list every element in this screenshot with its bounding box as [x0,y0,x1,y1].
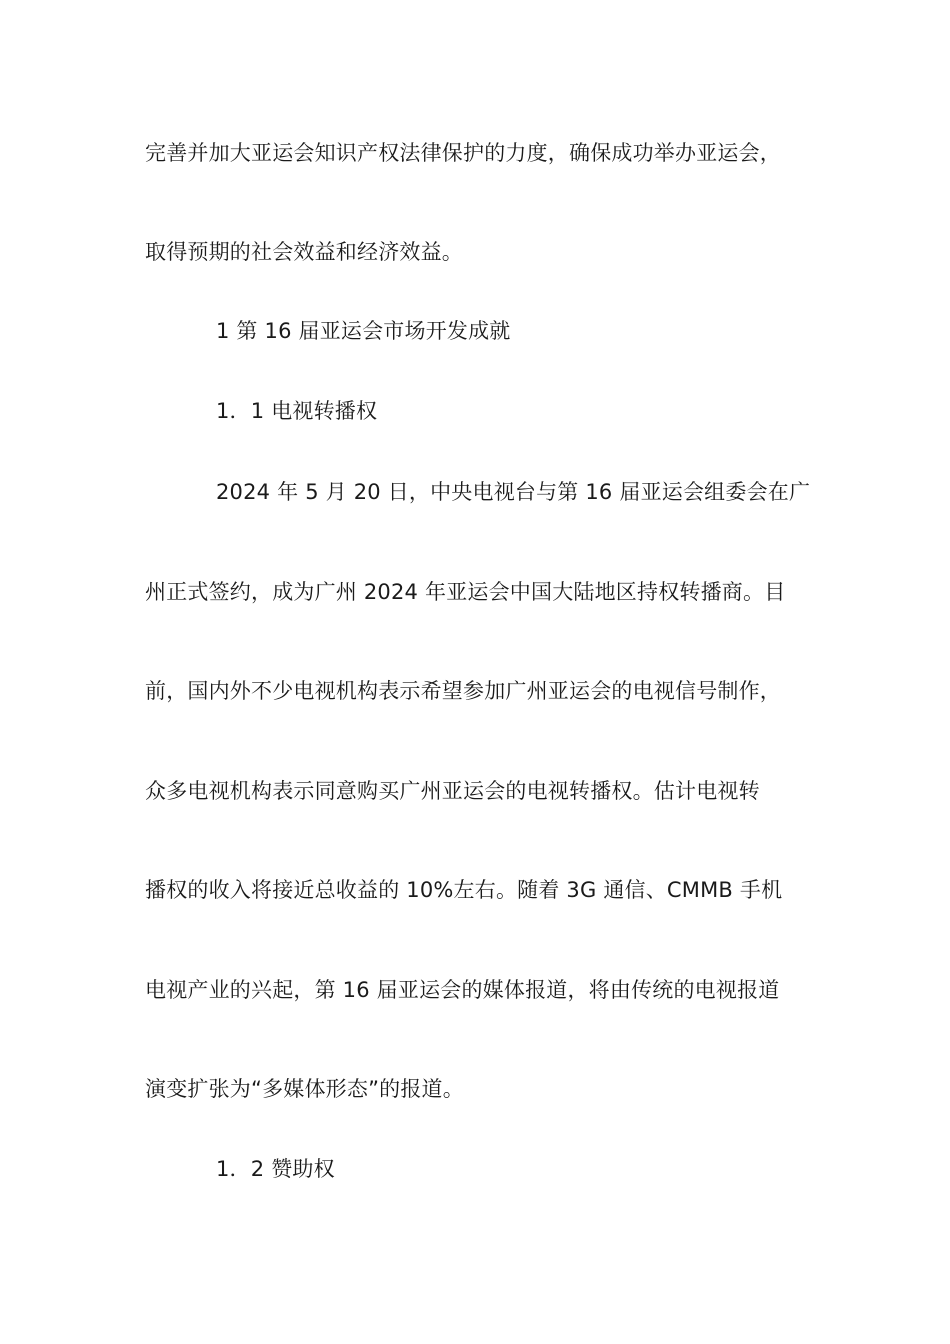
subsection-heading: 1．1 电视转播权 [216,399,378,423]
paragraph-line: 播权的收入将接近总收益的 10%左右。随着 3G 通信、CMMB 手机 [145,878,783,902]
paragraph-line: 2024 年 5 月 20 日，中央电视台与第 16 届亚运会组委会在广 [216,480,811,504]
paragraph-line: 取得预期的社会效益和经济效益。 [145,240,463,264]
section-heading: 1 第 16 届亚运会市场开发成就 [216,319,511,343]
subsection-heading: 1．2 赞助权 [216,1157,335,1181]
paragraph-line: 众多电视机构表示同意购买广州亚运会的电视转播权。估计电视转 [145,779,760,803]
paragraph-line: 州正式签约，成为广州 2024 年亚运会中国大陆地区持权转播商。目 [145,580,786,604]
paragraph-line: 完善并加大亚运会知识产权法律保护的力度，确保成功举办亚运会， [145,141,781,165]
paragraph-line: 演变扩张为“多媒体形态”的报道。 [145,1077,464,1101]
paragraph-line: 电视产业的兴起，第 16 届亚运会的媒体报道，将由传统的电视报道 [145,978,780,1002]
paragraph-line: 前，国内外不少电视机构表示希望参加广州亚运会的电视信号制作， [145,679,781,703]
